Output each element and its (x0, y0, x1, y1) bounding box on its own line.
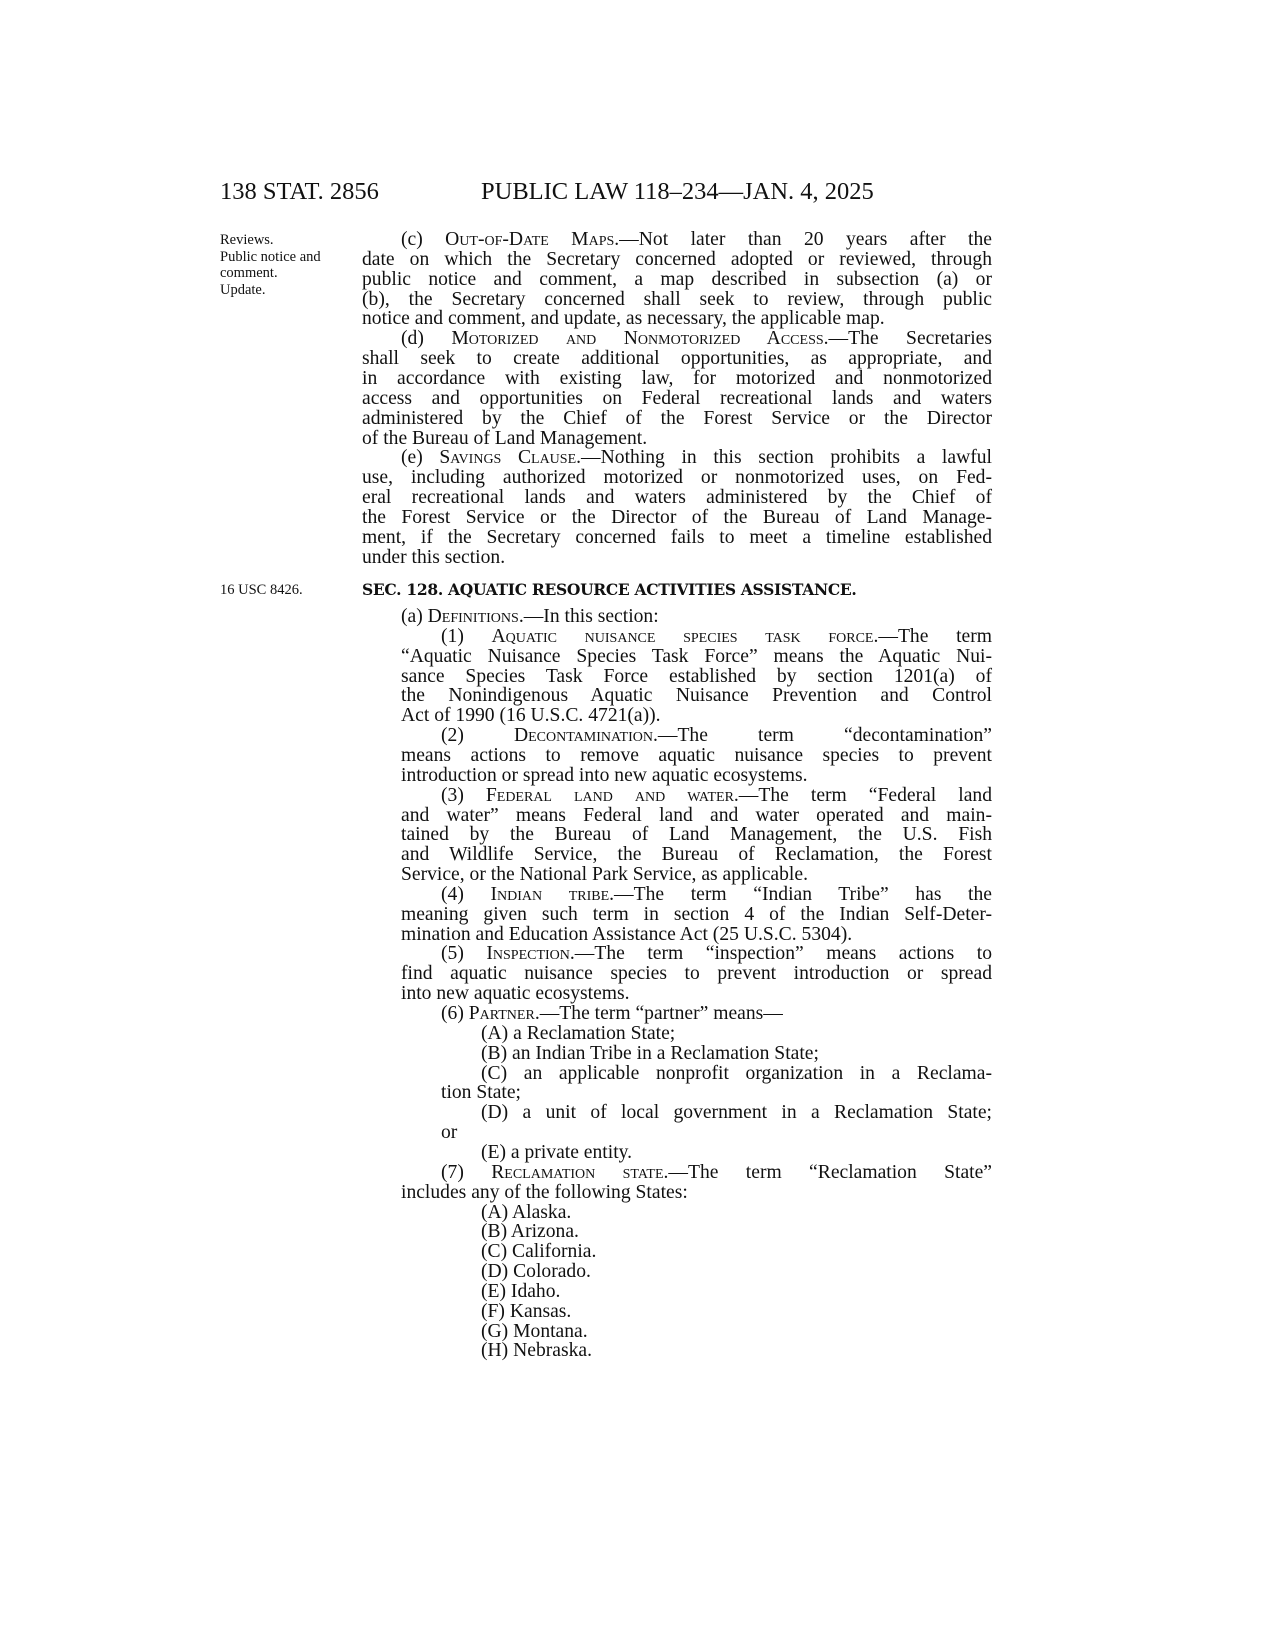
margin-note-usc: 16 USC 8426. (220, 582, 303, 598)
stat-page-number: 138 STAT. 2856 (220, 178, 379, 205)
text-line: and Wildlife Service, the Bureau of Reclamation, the Forest (401, 844, 992, 866)
text-line: tained by the Bureau of Land Management, the U.S. Fish (401, 824, 992, 846)
text-line (441, 627, 992, 647)
text-line: the Forest Service or the Director of the Bureau of Land Manage- (362, 506, 992, 528)
text-line: (D) a unit of local government in a Reclamation State; (481, 1102, 992, 1124)
text-line: (C) California. (481, 1241, 597, 1263)
paragraph-number: (c) (401, 229, 446, 250)
text-line (401, 607, 992, 627)
text-segment: .—Not later than 20 years after the (614, 229, 992, 250)
paragraph-number: (7) (441, 1161, 492, 1183)
text-line (401, 329, 992, 349)
paragraph-number: (d) (401, 328, 452, 350)
text-line: date on which the Secretary concerned adopted or reviewed, through (362, 248, 992, 270)
text-line: find aquatic nuisance species to prevent introduction or spread (401, 963, 992, 985)
text-line (441, 885, 992, 905)
text-line (441, 1004, 992, 1024)
text-line: includes any of the following States: (401, 1181, 688, 1203)
text-segment: .—The term “Federal land (733, 784, 992, 806)
text-line: Act of 1990 (16 U.S.C. 4721(a)). (401, 705, 661, 727)
text-line: (A) Alaska. (481, 1201, 572, 1223)
text-segment: .—The term “inspection” means actions to (569, 943, 992, 965)
text-line: (C) an applicable nonprofit organization in a Reclama- (481, 1062, 992, 1084)
text-line: sance Species Task Force established by section 1201(a) of (401, 665, 992, 687)
text-line: of the Bureau of Land Management. (362, 427, 648, 449)
text-line: and water” means Federal land and water operated and main- (401, 804, 992, 826)
paragraph-heading: Savings Clause (439, 447, 577, 469)
text-line: (D) Colorado. (481, 1261, 591, 1283)
text-line: mination and Education Assistance Act (25 U.S.C. 5304). (401, 923, 853, 945)
text-line: tion State; (441, 1082, 522, 1104)
text-line: meaning given such term in section 4 of the Indian Self-Deter- (401, 903, 992, 925)
text-line: (b), the Secretary concerned shall seek to review, through public (362, 288, 992, 310)
paragraph-number: (a) (401, 606, 428, 627)
text-line: “Aquatic Nuisance Species Task Force” means the Aquatic Nui- (401, 645, 992, 667)
paragraph-number: (5) (441, 943, 487, 965)
paragraph-heading: Decontamination (513, 725, 653, 747)
text-line: eral recreational lands and waters administered by the Chief of (362, 487, 992, 509)
text-line: in accordance with existing law, for motorized and nonmotorized (362, 367, 992, 389)
paragraph-heading: Partner (468, 1003, 535, 1024)
text-segment: .—The term “partner” means— (534, 1003, 783, 1024)
paragraph-number: (2) (441, 725, 514, 747)
paragraph-number: (4) (441, 883, 491, 905)
text-line: (G) Montana. (481, 1320, 588, 1342)
text-line: (F) Kansas. (481, 1300, 572, 1322)
text-line: use, including authorized motorized or nonmotorized uses, on Fed- (362, 467, 992, 489)
paragraph-heading: Motorized and Nonmotorized Access (451, 328, 824, 350)
paragraph-number: (3) (441, 784, 486, 806)
public-law-title: PUBLIC LAW 118–234—JAN. 4, 2025 (481, 178, 874, 205)
text-line: (H) Nebraska. (481, 1340, 592, 1362)
margin-note-line: Reviews. (220, 232, 274, 248)
text-line: access and opportunities on Federal recreational lands and waters (362, 387, 992, 409)
text-line: ment, if the Secretary concerned fails to meet a timeline established (362, 526, 992, 548)
text-line: introduction or spread into new aquatic ecosystems. (401, 764, 808, 786)
text-line: shall seek to create additional opportunities, as appropriate, and (362, 348, 992, 370)
text-segment: .—Nothing in this section prohibits a lawful (576, 447, 992, 469)
margin-note-top (220, 232, 321, 298)
paragraph-heading: Reclamation state (491, 1161, 664, 1183)
paragraph-heading: Indian tribe (490, 883, 610, 905)
text-line: Service, or the National Park Service, as applicable. (401, 864, 808, 886)
text-line: under this section. (362, 546, 506, 568)
section-128-heading: SEC. 128. AQUATIC RESOURCE ACTIVITIES ASSISTANCE. (362, 580, 857, 599)
text-line: (A) a Reclamation State; (481, 1022, 676, 1044)
text-line: or (441, 1122, 458, 1144)
text-segment: .—The Secretaries (823, 328, 993, 350)
text-line: (B) an Indian Tribe in a Reclamation State; (481, 1042, 819, 1064)
paragraph-heading: Aquatic nuisance species task force (491, 625, 874, 647)
text-segment: .—In this section: (518, 606, 659, 627)
text-line: (E) Idaho. (481, 1280, 561, 1302)
text-line: means actions to remove aquatic nuisance species to prevent (401, 744, 992, 766)
text-line (401, 230, 992, 250)
text-line (441, 944, 992, 964)
text-line: administered by the Chief of the Forest Service or the Director (362, 407, 992, 429)
text-line: (E) a private entity. (481, 1141, 633, 1163)
text-line (441, 786, 992, 806)
paragraph-heading: Inspection (486, 943, 570, 965)
margin-note-line: Update. (220, 281, 266, 298)
text-line (401, 448, 992, 468)
text-line: notice and comment, and update, as necessary, the applicable map. (362, 308, 885, 330)
text-line: into new aquatic ecosystems. (401, 983, 630, 1005)
text-segment: .—The term “Reclamation State” (663, 1161, 992, 1183)
text-line: public notice and comment, a map described in subsection (a) or (362, 268, 992, 290)
paragraph-number: (e) (401, 447, 440, 469)
text-line: the Nonindigenous Aquatic Nuisance Prevention and Control (401, 685, 992, 707)
paragraph-heading: Out-of-Date Maps (445, 229, 615, 250)
margin-note-line: comment. (220, 265, 278, 281)
text-line (441, 1163, 992, 1183)
margin-note-line: Public notice and (220, 248, 321, 265)
text-line: (B) Arizona. (481, 1221, 579, 1243)
paragraph-heading: Federal land and water (485, 784, 734, 806)
text-segment: .—The term “Indian Tribe” has the (609, 883, 992, 905)
paragraph-number: (6) (441, 1003, 469, 1024)
paragraph-number: (1) (441, 625, 492, 647)
text-segment: .—The term (873, 625, 992, 647)
paragraph-heading: Definitions (427, 606, 519, 627)
text-line (441, 726, 992, 746)
text-segment: .—The term “decontamination” (652, 725, 992, 747)
